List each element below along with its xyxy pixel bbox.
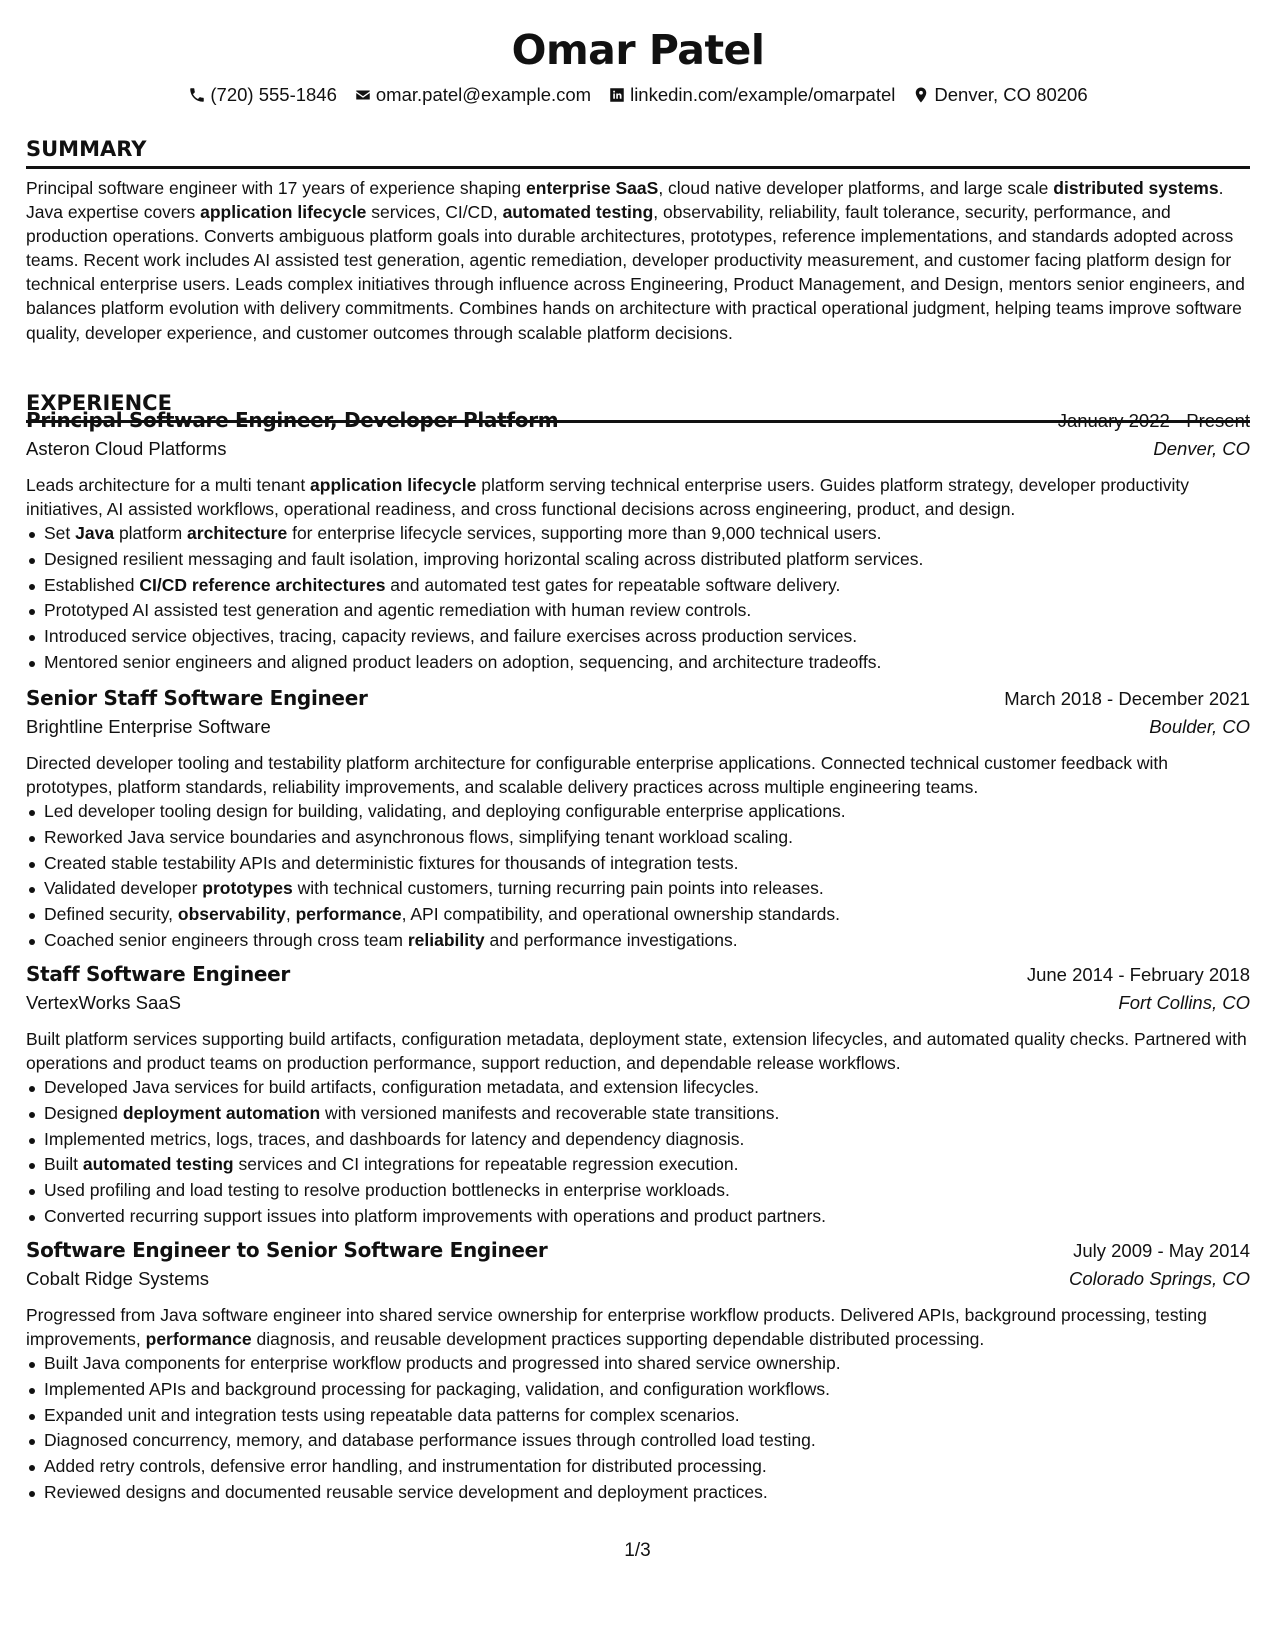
bullet-item	[26, 547, 1250, 573]
bullet-item	[26, 799, 1250, 825]
contact-bar	[26, 80, 1250, 110]
text-run: with versioned manifests and recoverable state transitions.	[320, 1102, 780, 1123]
text-run: platform serving technical enterprise users. Guides platform strategy, developer productivity initiatives, AI assisted workflows, operational readiness, and cross functional decisions across engineering, product, and design.	[26, 475, 1189, 519]
resume-page	[26, 0, 1250, 1502]
text-run: Reworked Java service boundaries and asynchronous flows, simplifying tenant workload scaling.	[44, 826, 793, 847]
bullet-item	[26, 1204, 1250, 1230]
text-run: Used profiling and load testing to resolve production bottlenecks in enterprise workloads.	[44, 1180, 730, 1201]
bullet-item	[26, 928, 1250, 954]
job-dates: June 2014 - February 2018	[1026, 964, 1250, 985]
bullet-item	[26, 1351, 1250, 1377]
text-run: Built Java components for enterprise workflow products and progressed into shared service ownership.	[44, 1353, 841, 1373]
experience-heading: EXPERIENCE	[26, 390, 1250, 423]
text-run: Designed	[44, 1102, 123, 1123]
text-run: Designed resilient messaging and fault isolation, improving horizontal scaling across distributed platform services.	[44, 548, 924, 569]
bold-keyword: automated testing	[82, 1154, 234, 1175]
location-text: Denver, CO 80206	[934, 84, 1088, 105]
job-dates: January 2022 - Present	[1057, 410, 1250, 431]
job-dates: July 2009 - May 2014	[1073, 1240, 1250, 1261]
summary-heading: SUMMARY	[26, 136, 1250, 169]
email-text: omar.patel@example.com	[375, 84, 592, 105]
bold-keyword: Java	[75, 523, 115, 543]
phone-icon	[188, 86, 206, 104]
text-run: Introduced service objectives, tracing, capacity reviews, and failure exercises across production services.	[44, 626, 858, 647]
text-run: Principal software engineer with 17 years of experience shaping	[26, 178, 527, 198]
text-run: , API compatibility, and operational ownership standards.	[401, 904, 841, 925]
envelope-icon	[354, 86, 372, 104]
bold-keyword: deployment automation	[122, 1102, 321, 1123]
text-run: Developed Java services for build artifacts, configuration metadata, and extension lifecycles.	[44, 1077, 759, 1097]
text-run: for enterprise lifecycle services, supporting more than 9,000 technical users.	[287, 523, 882, 543]
bullet-item	[26, 624, 1250, 650]
bold-keyword: performance	[295, 904, 402, 925]
job-description	[26, 474, 1250, 521]
bullet-item	[26, 851, 1250, 877]
text-run: Expanded unit and integration tests using repeatable data patterns for complex scenarios.	[44, 1404, 740, 1425]
job-title: Software Engineer to Senior Software Engineer	[26, 1238, 548, 1262]
job-description	[26, 1304, 1250, 1351]
text-run: Established	[44, 574, 140, 595]
job-location: Boulder, CO	[1149, 716, 1250, 737]
job-description	[26, 752, 1250, 799]
bullet-item	[26, 1403, 1250, 1429]
company-name: VertexWorks SaaS	[26, 992, 181, 1013]
bullet-item	[26, 825, 1250, 851]
page-number: 1/3	[624, 1540, 651, 1561]
job-bullets	[26, 1351, 1250, 1506]
text-run: Reviewed designs and documented reusable service development and deployment practices.	[44, 1481, 768, 1502]
bullet-item	[26, 1152, 1250, 1178]
text-run: services, CI/CD,	[366, 202, 503, 223]
job-location: Denver, CO	[1153, 438, 1250, 459]
bullet-item	[26, 1377, 1250, 1403]
text-run: Led developer tooling design for building, validating, and deploying configurable enterprise applications.	[44, 801, 846, 821]
text-run: diagnosis, and reusable development practices supporting dependable distributed processing.	[251, 1328, 985, 1349]
job-description	[26, 1028, 1250, 1075]
text-run: Progressed from Java software engineer into shared service ownership for enterprise workflow products. Delivered APIs, background processing, testing improvements,	[26, 1305, 1207, 1349]
bullet-item	[26, 1075, 1250, 1101]
experience-entry	[26, 408, 1250, 676]
text-run: , cloud native developer platforms, and large scale	[658, 178, 1054, 198]
text-run: Built	[44, 1154, 83, 1175]
text-run: Coached senior engineers through cross team	[44, 929, 408, 950]
linkedin-icon	[608, 86, 626, 104]
job-title: Senior Staff Software Engineer	[26, 686, 368, 710]
bold-keyword: enterprise SaaS	[526, 178, 659, 198]
text-run: Leads architecture for a multi tenant	[26, 475, 311, 495]
job-dates: March 2018 - December 2021	[1004, 688, 1250, 709]
text-run: Added retry controls, defensive error handling, and instrumentation for distributed processing.	[44, 1456, 767, 1477]
bullet-item	[26, 521, 1250, 547]
bullet-item	[26, 650, 1250, 676]
text-run: Implemented metrics, logs, traces, and dashboards for latency and dependency diagnosis.	[44, 1128, 745, 1149]
job-title: Principal Software Engineer, Developer Platform	[26, 408, 559, 432]
experience-entry	[26, 1238, 1250, 1506]
map-marker-icon	[912, 86, 930, 104]
bullet-item	[26, 876, 1250, 902]
job-bullets	[26, 799, 1250, 954]
job-title: Staff Software Engineer	[26, 962, 290, 986]
company-name: Asteron Cloud Platforms	[26, 438, 227, 459]
bold-keyword: performance	[145, 1328, 252, 1349]
text-run: ,	[285, 904, 296, 925]
bold-keyword: CI/CD reference architectures	[139, 574, 386, 595]
text-run: Built platform services supporting build artifacts, configuration metadata, deployment state, extension lifecycles, and automated quality checks. Partnered with operations and product teams on production performance, support reduction, and dependable release workflows.	[26, 1029, 1247, 1073]
job-bullets	[26, 521, 1250, 676]
job-location: Colorado Springs, CO	[1069, 1268, 1250, 1289]
bold-keyword: distributed systems	[1053, 178, 1219, 198]
resume-name: Omar Patel	[511, 26, 765, 74]
bullet-item	[26, 598, 1250, 624]
bullet-item	[26, 1178, 1250, 1204]
text-run: and performance investigations.	[484, 929, 738, 950]
bold-keyword: application lifecycle	[200, 202, 367, 223]
bullet-item	[26, 1454, 1250, 1480]
phone-text: (720) 555-1846	[210, 84, 337, 105]
bold-keyword: application lifecycle	[310, 475, 477, 495]
experience-entry	[26, 962, 1250, 1230]
bullet-item	[26, 573, 1250, 599]
text-run: services and CI integrations for repeatable regression execution.	[233, 1154, 739, 1175]
text-run: Created stable testability APIs and deterministic fixtures for thousands of integration tests.	[44, 852, 739, 873]
bullet-item	[26, 902, 1250, 928]
text-run: Prototyped AI assisted test generation and agentic remediation with human review controls.	[44, 600, 752, 621]
company-name: Brightline Enterprise Software	[26, 716, 271, 737]
contact-phone[interactable]	[188, 84, 337, 106]
text-run: Mentored senior engineers and aligned product leaders on adoption, sequencing, and architecture tradeoffs.	[44, 651, 882, 672]
text-run: Diagnosed concurrency, memory, and database performance issues through controlled load testing.	[44, 1430, 816, 1451]
text-run: with technical customers, turning recurring pain points into releases.	[292, 878, 824, 899]
bullet-item	[26, 1101, 1250, 1127]
text-run: Validated developer	[44, 878, 203, 899]
text-run: , observability, reliability, fault tolerance, security, performance, and production operations. Converts ambiguous platform goals into durable architectures, prototypes, reference implementations, and standards adopted across teams. Recent work includes AI assisted test generation, agentic remediation, developer productivity measurement, and customer facing platform design for technical enterprise users. Leads complex initiatives through influence across Engineering, Product Management, and Design, mentors senior engineers, and balances platform evolution with delivery commitments. Combines hands on architecture with practical operational judgment, helping teams improve software quality, developer experience, and customer outcomes through scalable platform decisions.	[26, 202, 1245, 343]
bold-keyword: reliability	[407, 929, 485, 950]
job-location: Fort Collins, CO	[1118, 992, 1250, 1013]
text-run: Converted recurring support issues into platform improvements with operations and product partners.	[44, 1205, 827, 1226]
text-run: . Java expertise covers	[26, 178, 1224, 223]
text-run: Defined security,	[44, 904, 178, 925]
bullet-item	[26, 1428, 1250, 1454]
text-run: Implemented APIs and background processing for packaging, validation, and configuration workflows.	[44, 1378, 831, 1399]
bold-keyword: automated testing	[502, 202, 654, 223]
contact-linkedin[interactable]	[608, 84, 895, 106]
text-run: platform	[114, 523, 188, 543]
text-run: Directed developer tooling and testability platform architecture for configurable enterprise applications. Connected technical customer feedback with prototypes, platform standards, reliability improvements, and scalable delivery practices across multiple engineering teams.	[26, 753, 1169, 797]
experience-entry	[26, 686, 1250, 954]
bold-keyword: architecture	[187, 523, 288, 543]
job-bullets	[26, 1075, 1250, 1230]
bold-keyword: prototypes	[202, 878, 293, 899]
text-run: Set	[44, 523, 76, 543]
text-run: and automated test gates for repeatable software delivery.	[385, 574, 841, 595]
company-name: Cobalt Ridge Systems	[26, 1268, 210, 1289]
linkedin-text: linkedin.com/example/omarpatel	[630, 84, 896, 105]
bullet-item	[26, 1127, 1250, 1153]
contact-location	[912, 84, 1087, 106]
summary-text	[26, 176, 1250, 345]
bold-keyword: observability	[177, 904, 286, 925]
bullet-item	[26, 1480, 1250, 1506]
contact-email[interactable]	[354, 84, 591, 106]
